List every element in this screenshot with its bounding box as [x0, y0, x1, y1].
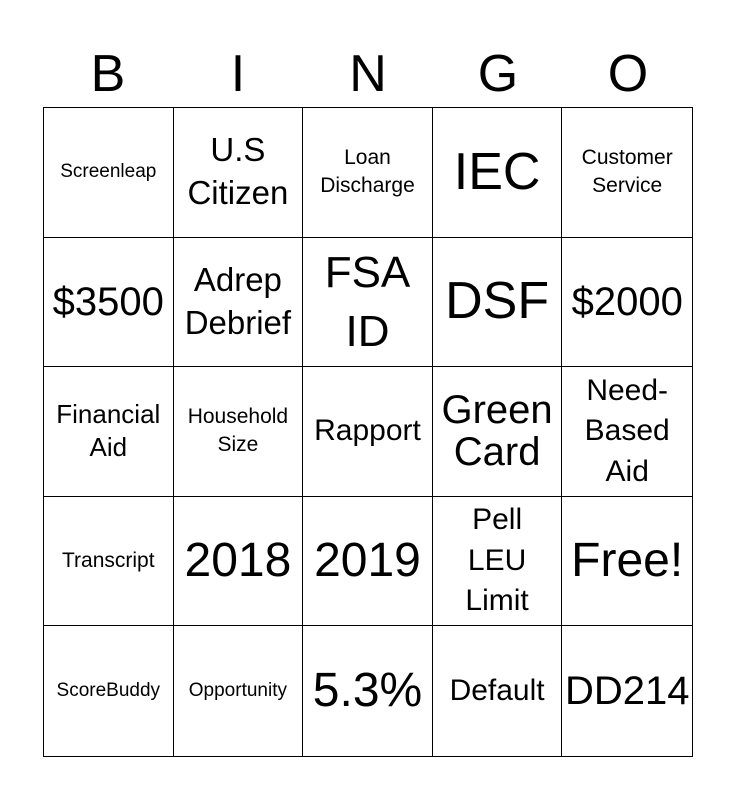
bingo-cell-r4-c1[interactable]: Transcript [44, 497, 174, 627]
bingo-cell-r3-c3[interactable]: Rapport [303, 367, 433, 497]
header-letter-n: N [349, 45, 387, 103]
bingo-cell-r1-c1[interactable]: Screenleap [44, 108, 174, 238]
header-letter-i: I [230, 45, 246, 103]
header-letter-g: G [477, 45, 519, 103]
bingo-cell-r2-c4[interactable]: DSF [433, 238, 563, 368]
bingo-cell-r3-c1[interactable]: Financial Aid [44, 367, 174, 497]
bingo-cell-r2-c5[interactable]: $2000 [562, 238, 692, 368]
bingo-cell-r5-c3[interactable]: 5.3% [303, 626, 433, 756]
bingo-cell-r2-c2[interactable]: Adrep Debrief [174, 238, 304, 368]
bingo-header [43, 40, 693, 108]
bingo-cell-r1-c5[interactable]: Customer Service [562, 108, 692, 238]
bingo-cell-r3-c2[interactable]: Household Size [174, 367, 304, 497]
bingo-cell-r3-c4[interactable]: Green Card [433, 367, 563, 497]
bingo-cell-r5-c5[interactable]: DD214 [564, 669, 690, 714]
header-letter-b: B [90, 45, 126, 103]
bingo-cell-r2-c3[interactable]: FSA ID [303, 238, 433, 368]
bingo-cell-r4-c3[interactable]: 2019 [303, 497, 433, 627]
bingo-cell-r2-c1[interactable]: $3500 [44, 238, 174, 368]
bingo-board [43, 107, 693, 757]
bingo-cell-r5-c2[interactable]: Opportunity [174, 626, 304, 756]
bingo-cell-r5-c1[interactable]: ScoreBuddy [44, 626, 174, 756]
bingo-cell-r1-c4[interactable]: IEC [433, 108, 563, 238]
bingo-cell-r5-c4[interactable]: Default [433, 626, 563, 756]
bingo-cell-r4-c2[interactable]: 2018 [174, 497, 304, 627]
header-letter-o: O [607, 45, 649, 103]
bingo-cell-r1-c2[interactable]: U.S Citizen [174, 108, 304, 238]
bingo-cell-r3-c5[interactable]: Need- Based Aid [562, 367, 692, 497]
bingo-cell-r4-c4[interactable]: Pell LEU Limit [433, 497, 563, 627]
bingo-cell-r1-c3[interactable]: Loan Discharge [303, 108, 433, 238]
bingo-cell-r4-c5[interactable]: Free! [562, 497, 692, 627]
